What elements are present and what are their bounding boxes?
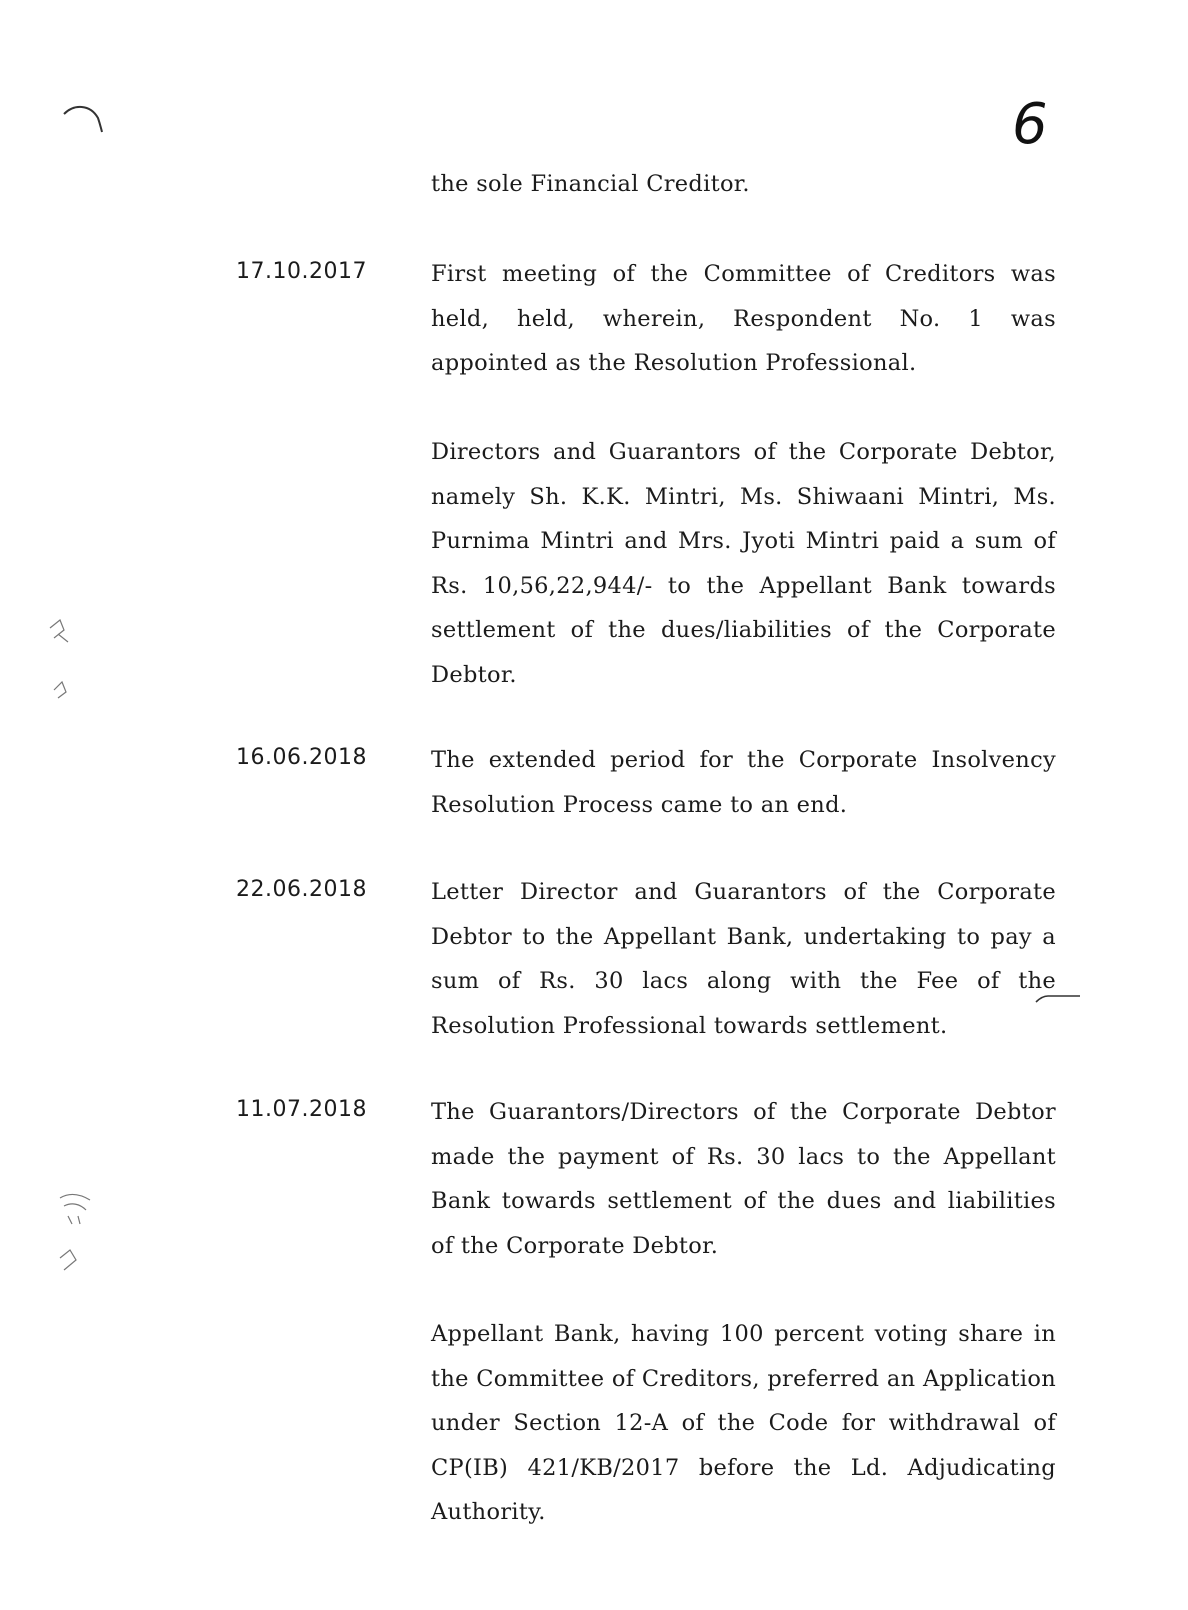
entry-5-date: 22.06.2018 <box>236 877 367 902</box>
pen-mark-left-margin-1 <box>42 612 82 702</box>
entry-3-text: Directors and Guarantors of the Corporate Debtor, namely Sh. K.K. Mintri, Ms. Shiwaani Mintri, Ms. Purnima Mintri and Mrs. Jyoti Mintri paid a sum of Rs. 10,56,22,944/- to the Appellant Bank towards settlement of the dues/liabilities of the Corporate Debtor. <box>431 439 1056 688</box>
entry-2-text: First meeting of the Committee of Creditors was held, held, wherein, Respondent No. 1 was appointed as the Resolution Professional. <box>431 261 1056 376</box>
entry-2-date: 17.10.2017 <box>236 259 367 284</box>
pen-mark-top-left <box>60 100 110 140</box>
entry-5-text: Letter Director and Guarantors of the Corporate Debtor to the Appellant Bank, undertaking to pay a sum of Rs. 30 lacs along with the Fee of the Resolution Professional towards settlement. <box>431 879 1056 1039</box>
pen-mark-left-margin-2 <box>50 1188 100 1288</box>
entry-6-text: The Guarantors/Directors of the Corporate Debtor made the payment of Rs. 30 lacs to the Appellant Bank towards settlement of the dues and liabilities of the Corporate Debtor. <box>431 1099 1056 1259</box>
page-number: 6 <box>1012 92 1048 157</box>
entry-6-date: 11.07.2018 <box>236 1097 367 1122</box>
entry-4-text: The extended period for the Corporate Insolvency Resolution Process came to an end. <box>431 747 1056 818</box>
entry-4-date: 16.06.2018 <box>236 745 367 770</box>
entry-1-text: the sole Financial Creditor. <box>431 171 750 197</box>
entry-7-text: Appellant Bank, having 100 percent voting share in the Committee of Creditors, preferred an Application under Section 12-A of the Code for withdrawal of CP(IB) 421/KB/2017 before the Ld. Adjudicating Authority. <box>431 1321 1056 1525</box>
